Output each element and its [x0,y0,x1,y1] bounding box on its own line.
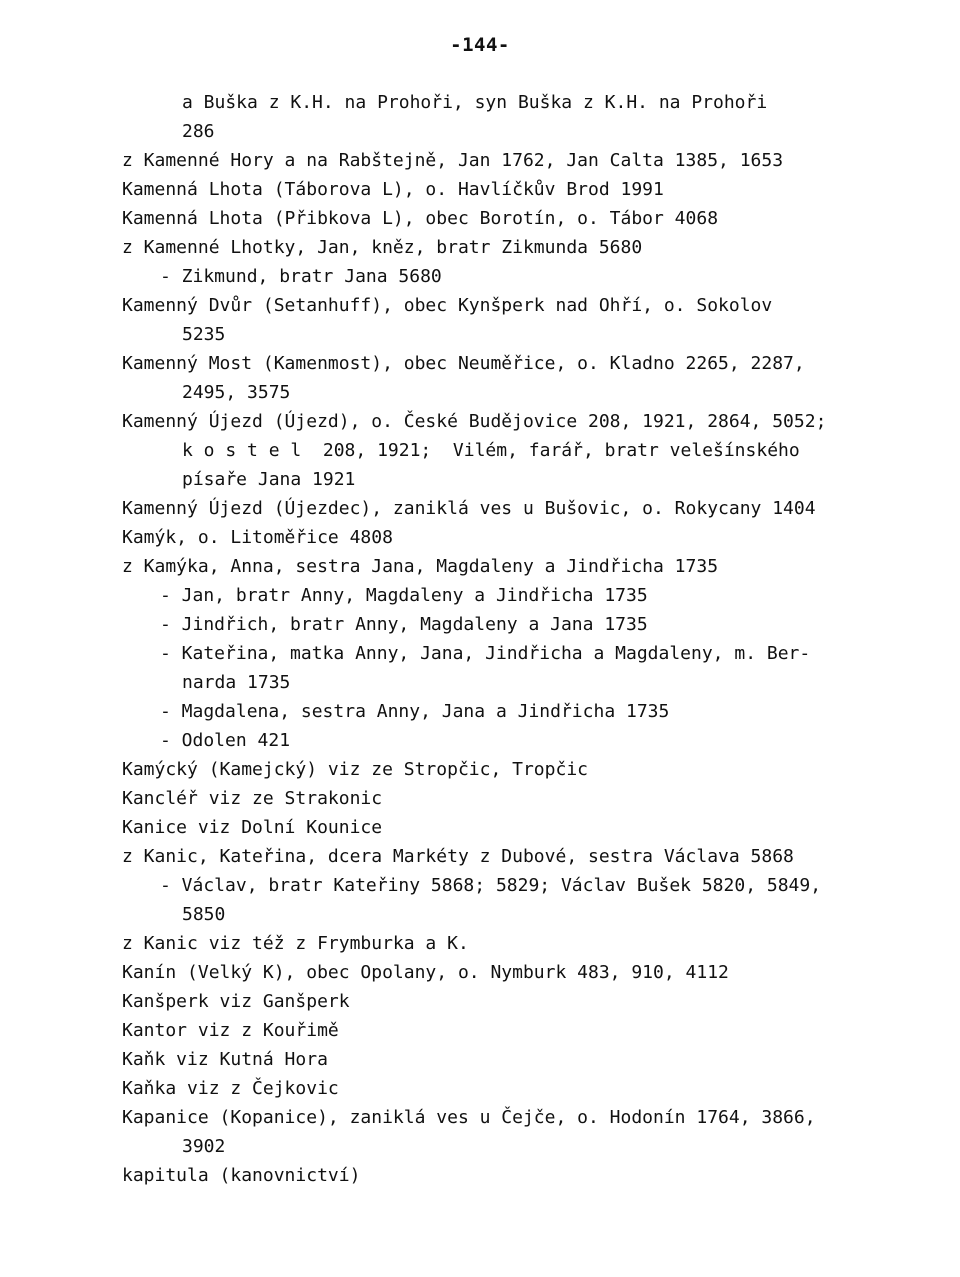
index-line: z Kanic viz též z Frymburka a K. [122,933,469,954]
index-line: Kanice viz Dolní Kounice [122,817,383,838]
index-line: - Jan, bratr Anny, Magdaleny a Jindřicha 1735 [160,585,648,606]
index-line: Kaňk viz Kutná Hora [122,1049,328,1070]
index-line: Kanšperk viz Ganšperk [122,991,350,1012]
index-line: Kamenná Lhota (Táborova L), o. Havlíčkův Brod 1991 [122,179,664,200]
index-line: - Václav, bratr Kateřiny 5868; 5829; Václav Bušek 5820, 5849, [160,875,822,896]
index-line: - Odolen 421 [160,730,291,751]
index-line: Kamýcký (Kamejcký) viz ze Stropčic, Tropčic [122,759,588,780]
index-line: z Kamenné Hory a na Rabštejně, Jan 1762, Jan Calta 1385, 1653 [122,150,784,171]
index-line: Kancléř viz ze Strakonic [122,788,383,809]
index-line: Kamenný Most (Kamenmost), obec Neuměřice, o. Kladno 2265, 2287, [122,353,805,374]
index-line: kapitula (kanovnictví) [122,1165,361,1186]
index-line: - Magdalena, sestra Anny, Jana a Jindřicha 1735 [160,701,670,722]
index-line: Kapanice (Kopanice), zaniklá ves u Čejče, o. Hodonín 1764, 3866, [122,1107,816,1128]
index-line: Kaňka viz z Čejkovic [122,1078,339,1099]
index-line: a Buška z K.H. na Prohoři, syn Buška z K.H. na Prohoři [182,92,768,113]
index-line: z Kanic, Kateřina, dcera Markéty z Dubové, sestra Václava 5868 [122,846,794,867]
index-line: Kanín (Velký K), obec Opolany, o. Nymburk 483, 910, 4112 [122,962,729,983]
index-line: k o s t e l 208, 1921; Vilém, farář, bratr velešínského [182,440,800,461]
index-line: 5235 [182,324,226,345]
index-line: - Zikmund, bratr Jana 5680 [160,266,442,287]
index-line: Kantor viz z Kouřimě [122,1020,339,1041]
index-line: Kamenný Újezd (Újezdec), zaniklá ves u Bušovic, o. Rokycany 1404 [122,498,816,519]
index-line: 3902 [182,1136,226,1157]
index-line: 286 [182,121,215,142]
index-line: 2495, 3575 [182,382,291,403]
index-line: Kamenný Dvůr (Setanhuff), obec Kynšperk nad Ohří, o. Sokolov [122,295,773,316]
index-line: Kamenný Újezd (Újezd), o. České Budějovice 208, 1921, 2864, 5052; [122,411,827,432]
index-entries [122,88,902,1190]
index-line: písaře Jana 1921 [182,469,356,490]
index-line: - Jindřich, bratr Anny, Magdaleny a Jana 1735 [160,614,648,635]
index-line: Kamýk, o. Litoměřice 4808 [122,527,393,548]
index-line: - Kateřina, matka Anny, Jana, Jindřicha a Magdaleny, m. Ber- [160,643,811,664]
page-number: -144- [450,34,510,56]
index-line: Kamenná Lhota (Přibkova L), obec Borotín, o. Tábor 4068 [122,208,719,229]
index-line: 5850 [182,904,226,925]
index-line: z Kamenné Lhotky, Jan, kněz, bratr Zikmunda 5680 [122,237,643,258]
index-line: z Kamýka, Anna, sestra Jana, Magdaleny a Jindřicha 1735 [122,556,719,577]
index-line: narda 1735 [182,672,291,693]
